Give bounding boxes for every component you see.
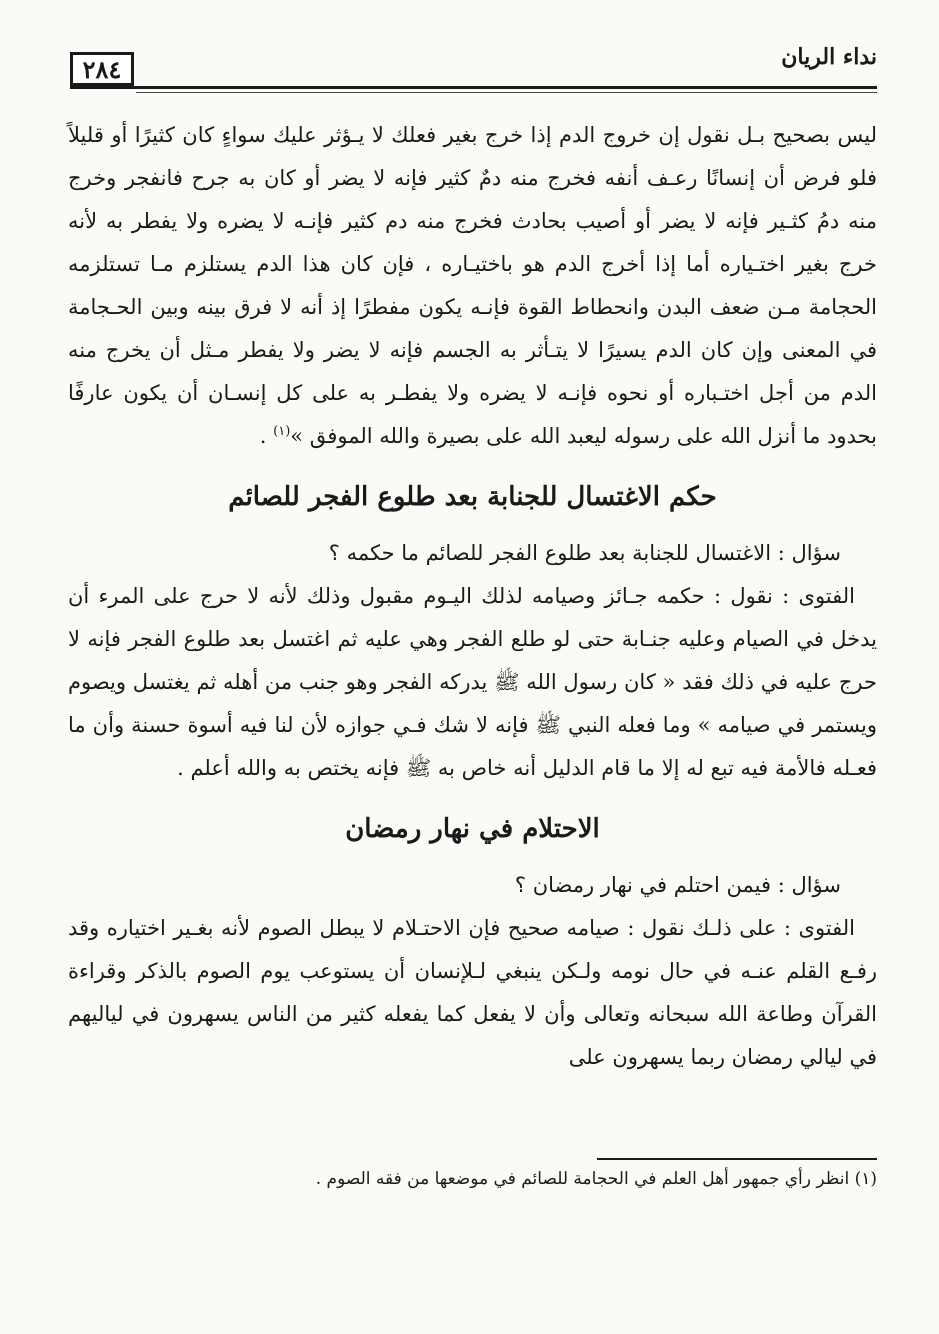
header-rule-thin — [136, 92, 877, 93]
intro-paragraph — [68, 114, 877, 458]
intro-paragraph-text: ليس بصحيح بـل نقول إن خروج الدم إذا خرج بغير فعلك لا يـؤثر عليك سواءٍ كان كثيرًا أو قليلاً فلو فرض أن إنسانًا رعـف أنفه فخرج منه دمٌ كثير فإنه لا يضر أو كان به جرح فانفجر وخرج منه دمُ كثـير فإنه لا يضر أو أصيب بحادث فخرج منه دم كثير فإنـه لا يضره ولا يفطر به لأنه خرج بغير اختـياره أما إذا أخرج الدم هو باختيـاره ، فإن كان هذا الدم يستلزم مـا تستلزمه الحجامة مـن ضعف البدن وانحطاط القوة فإنـه يكون مفطرًا إذ أنه لا فرق بينه وبين الحـجامة في المعنى وإن كان الدم يسيرًا لا يتـأثر به الجسم فإنه لا يضر ولا يفطر مـثل أن يخرج منه الدم من أجل اختـباره أو نحوه فإنـه لا يضره ولا يفطـر به على كل إنسـان أن يكون عارفًا بحدود ما أنزل الله على رسوله ليعبد الله على بصيرة والله الموفق » — [68, 123, 877, 448]
intro-paragraph-end: . — [259, 424, 274, 448]
answer-ihtilam: الفتوى : على ذلـك نقول : صيامه صحيح فإن الاحتـلام لا يبطل الصوم لأنه بغـير اختياره وقد رفـع القلم عنـه في حال نومه ولـكن ينبغي لـلإنسان أن يستوعب يوم الصوم بالذكر وقراءة القرآن وطاعة الله سبحانه وتعالى وأن لا يفعل كما يفعله كثير من الناس يسهرون في لياليهم في ليالي رمضان ربما يسهرون على — [68, 916, 878, 1069]
section-heading-ghusl: حكم الاغتسال للجنابة بعد طلوع الفجر للصائم — [228, 482, 717, 512]
footnote-marker: (١) — [273, 424, 291, 439]
footnote: (١) انظر رأي جمهور أهل العلم في الحجامة للصائم في موضعها من فقه الصوم . — [315, 1169, 877, 1189]
question-ghusl: سؤال : الاغتسال للجنابة بعد طلوع الفجر للصائم ما حكمه ؟ — [328, 541, 841, 565]
answer-ghusl: الفتوى : نقول : حكمه جـائز وصيامه لذلك اليـوم مقبول وذلك لأنه لا حرج على المرء أن يدخل في الصيام وعليه جنـابة حتى لو طلع الفجر وهي عليه ثم اغتسل بعد طلوع الفجر فإنه لا حرج عليه في ذلك فقد « كان رسول الله ﷺ يدركه الفجر وهو جنب من أهله ثم يغتسل ويصوم ويستمر في صيامه » وما فعله النبي ﷺ فإنه لا شك فـي جوازه لأن لنا فيه أسوة حسنة وأن ما فعـله فالأمة فيه تبع له إلا ما قام الدليل أنه خاص به ﷺ فإنه يختص به والله أعلم . — [68, 584, 877, 780]
page-number: ٢٨٤ — [70, 52, 134, 86]
footnote-rule — [597, 1158, 877, 1160]
header-rule — [70, 86, 877, 89]
running-title: نداء الريان — [781, 44, 877, 70]
section-heading-ihtilam: الاحتلام في نهار رمضان — [345, 814, 600, 844]
main-text — [68, 114, 877, 1079]
page-header — [70, 38, 877, 96]
question-ihtilam: سؤال : فيمن احتلم في نهار رمضان ؟ — [514, 873, 841, 897]
